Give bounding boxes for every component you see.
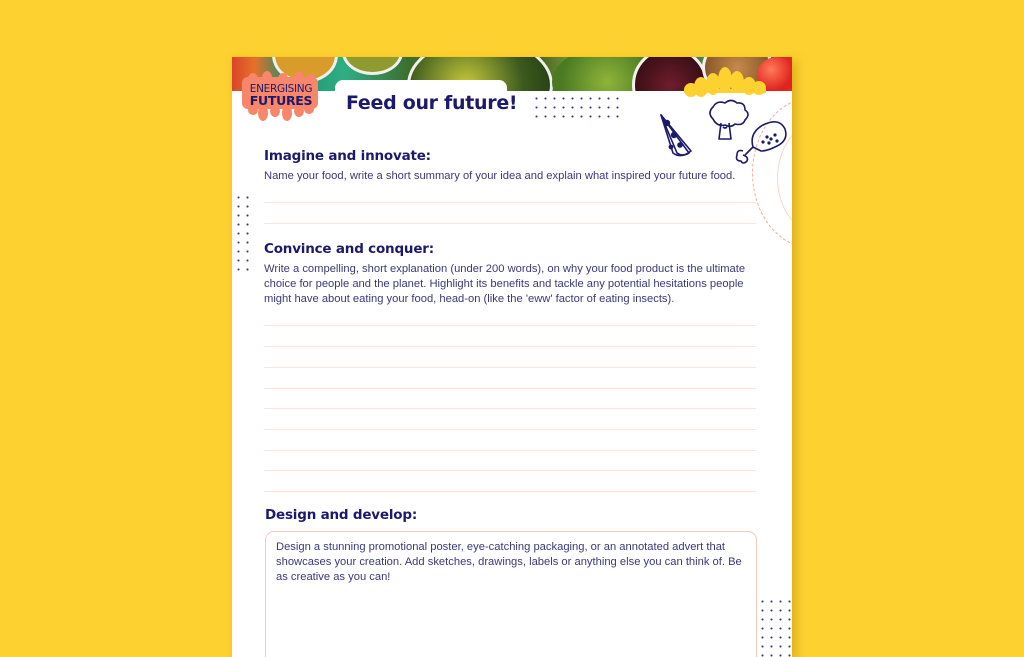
- answer-line[interactable]: [264, 223, 756, 224]
- answer-line[interactable]: [264, 325, 756, 326]
- answer-line[interactable]: [264, 408, 756, 409]
- answer-line[interactable]: [264, 491, 756, 492]
- pizza-slice-icon: [661, 115, 691, 156]
- section-description-convince: Write a compelling, short explanation (under 200 words), on why your food product is the ultimate choice for people and the planet. Highlight its benefits and tackle any potential hesitations people might have about eating your food, head-on (like the 'eww' factor of eating insects).: [264, 263, 746, 305]
- answer-line[interactable]: [264, 429, 756, 430]
- logo-text-energising: ENERGISING: [249, 83, 313, 95]
- section-heading-imagine: Imagine and innovate:: [264, 148, 431, 164]
- answer-line[interactable]: [264, 346, 756, 347]
- section-heading-convince: Convince and conquer:: [264, 241, 434, 257]
- dot-pattern-bottom-right: [758, 597, 792, 657]
- dot-pattern-top: [532, 94, 622, 118]
- answer-line[interactable]: [264, 450, 756, 451]
- worksheet-page: [232, 57, 792, 657]
- answer-line[interactable]: [264, 470, 756, 471]
- energising-futures-logo: [242, 71, 318, 121]
- logo-text-futures: FUTURES: [249, 93, 313, 108]
- section-description-imagine: Name your food, write a short summary of your idea and explain what inspired your future food.: [264, 170, 736, 182]
- section-description-design: Design a stunning promotional poster, eye-catching packaging, or an annotated advert that showcases your creation. Add sketches, drawings, labels or anything else you can think of. Be as creative as you can!: [276, 541, 742, 583]
- answer-line[interactable]: [264, 367, 756, 368]
- section-heading-design: Design and develop:: [265, 507, 418, 523]
- dot-pattern-left: [234, 193, 252, 277]
- broccoli-icon: [710, 101, 748, 140]
- food-doodles: [657, 97, 787, 172]
- answer-line[interactable]: [264, 388, 756, 389]
- answer-line[interactable]: [264, 202, 756, 203]
- page-title: Feed our future!: [346, 92, 518, 114]
- design-drawing-box[interactable]: [265, 531, 757, 657]
- chicken-drumstick-icon: [737, 122, 786, 163]
